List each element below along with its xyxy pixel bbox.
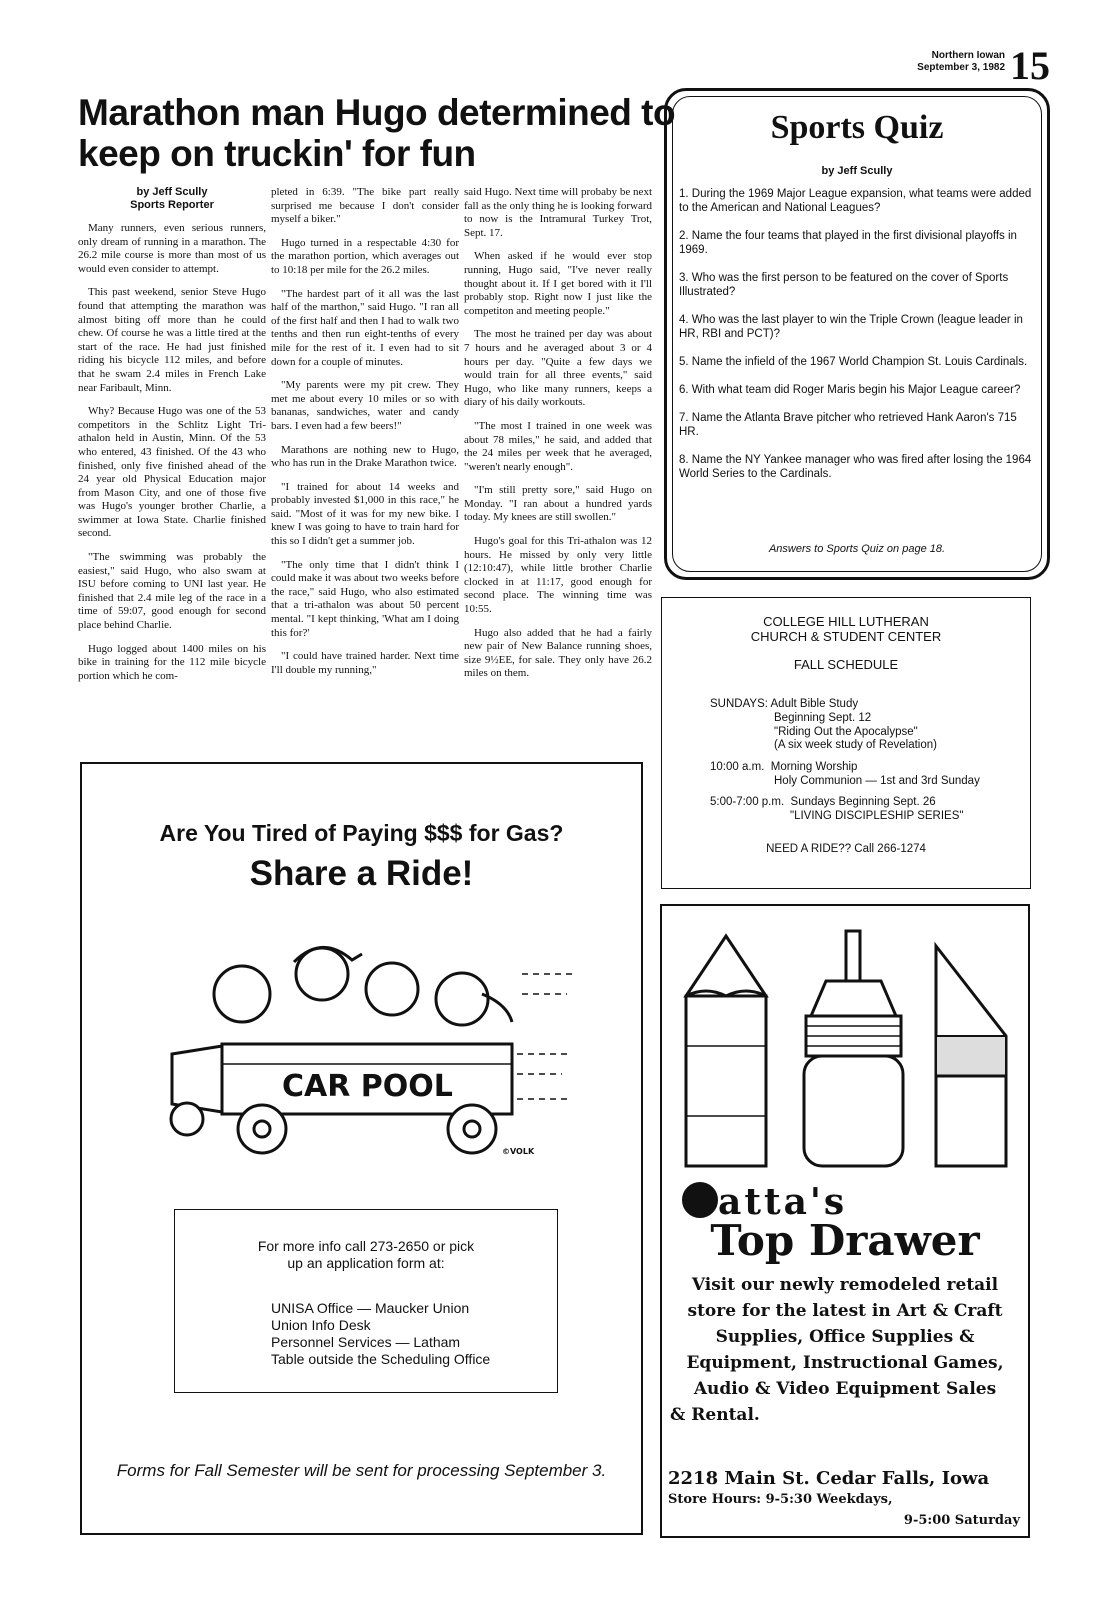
morning-line: Holy Communion — 1st and 3rd Sunday	[774, 775, 980, 787]
sundays-line: Adult Bible Study	[770, 698, 859, 710]
quiz-question: 7. Name the Atlanta Brave pitcher who retrieved Hank Aaron's 715 HR.	[679, 412, 1017, 438]
sundays-line: "Riding Out the Apocalypse"	[774, 725, 918, 738]
byline-role: Sports Reporter	[130, 199, 214, 211]
desc-line: Audio & Video Equipment Sales	[693, 1379, 997, 1399]
masthead	[900, 43, 1060, 88]
morning-line: Morning Worship	[770, 761, 858, 773]
paragraph: The most he trained per day was about 7 hours and he averaged about 3 or 4 hours per day. "Quite a few days we would train for all three events," said Hugo, who like many runners, keeps a diary of his daily workouts.	[464, 328, 652, 409]
article-column-3	[464, 186, 652, 691]
locations-list	[271, 1300, 490, 1368]
sundays-label: SUNDAYS:	[710, 698, 768, 710]
brand-text: atta's	[718, 1181, 848, 1223]
sundays-block	[710, 698, 858, 712]
quiz-question: 8. Name the NY Yankee manager who was fired after losing the 1964 World Series to the Cardinals.	[679, 454, 1032, 480]
quiz-question: 1. During the 1969 Major League expansion, what teams were added to the American and National Leagues?	[679, 188, 1032, 214]
evening-line: "LIVING DISCIPLESHIP SERIES"	[790, 810, 964, 822]
paragraph: Marathons are nothing new to Hugo, who has run in the Drake Marathon twice.	[271, 443, 459, 470]
cartoon-credit: ©VOLK	[502, 1147, 535, 1156]
quiz-byline: by Jeff Scully	[821, 165, 893, 177]
quiz-question: 4. Who was the last player to win the Triple Crown (league leader in HR, RBI and PCT)?	[679, 314, 1023, 340]
church-schedule-heading: FALL SCHEDULE	[793, 657, 899, 672]
evening-line: Sundays Beginning Sept. 26	[790, 796, 936, 808]
paragraph: "I trained for about 14 weeks and probably invested $1,000 in this race," he said. "Most of it was for my new bike. I knew I was going to have to train hard for this so I didn't get a summer job.	[271, 480, 459, 548]
top-drawer-title: Top Drawer	[710, 1216, 980, 1265]
paragraph: Many runners, even serious runners, only dream of running in a marathon. The 26.2 mile course is more than most of us would even consider to attempt.	[78, 222, 266, 275]
paragraph: "I could have trained harder. Next time I'll double my running,"	[271, 650, 459, 676]
location-item: Personnel Services — Latham	[271, 1334, 461, 1350]
desc-line: store for the latest in Art & Craft	[687, 1301, 1003, 1321]
carpool-cartoon-icon	[162, 934, 582, 1164]
location-item: UNISA Office — Maucker Union	[271, 1300, 470, 1316]
byline-author: by Jeff Scully	[136, 186, 208, 198]
quiz-question: 3. Who was the first person to be featured on the cover of Sports Illustrated?	[679, 272, 1009, 298]
store-address: 2218 Main St. Cedar Falls, Iowa	[668, 1468, 990, 1489]
rideshare-ad	[80, 762, 643, 1535]
morning-time: 10:00 a.m.	[710, 761, 765, 773]
location-item: Union Info Desk	[271, 1317, 371, 1333]
paragraph: pleted in 6:39. "The bike part really surprised me because I don't consider myself a biker."	[271, 186, 459, 226]
store-hours-saturday: 9-5:00 Saturday	[903, 1513, 1020, 1528]
paragraph: Why? Because Hugo was one of the 53 competitors in the Schlitz Light Tri-athalon held in Austin, Minn. Of the 53 who entered, 43 finished. Of the 43 who finished, only five finished ahead of the 24 year old Physical Education major from Mason City, and one of those five was Hugo's younger brother Charlie, a swimmer at Iowa State. Charlie finished second.	[78, 405, 266, 540]
evening-time: 5:00-7:00 p.m.	[710, 796, 785, 808]
publication-name: Northern Iowan	[931, 50, 1005, 61]
church-ride-phone: NEED A RIDE?? Call 266-1274	[766, 843, 926, 855]
paragraph: Hugo logged about 1400 miles on his bike in training for the 112 mile bicycle portion which he com-	[78, 642, 266, 682]
paragraph: "The swimming was probably the easiest," said Hugo, who also swam at ISU before coming to UNI last year. He finished that 2.4 mile leg of the race in a time of 59:07, good enough for second place behind Charlie.	[78, 551, 266, 632]
paragraph: "The hardest part of it all was the last half of the marthon," said Hugo. "I ran all of the first half and then I had to walk two tenths and then run eight-tenths of every mile for the rest of it. I even had to sit down for a couple of minutes.	[271, 287, 459, 368]
paragraph: Hugo also added that he had a fairly new pair of New Balance running shoes, size 9½EE, for sale. They only have 26.2 miles on them.	[464, 626, 652, 680]
desc-line: Visit our newly remodeled retail	[691, 1275, 999, 1295]
church-name-line-2: CHURCH & STUDENT CENTER	[750, 629, 942, 644]
forms-note: Forms for Fall Semester will be sent for processing September 3.	[116, 1461, 607, 1480]
paragraph: This past weekend, senior Steve Hugo found that attempting the marathon was almost biting off more than he could chew. Of course he was a little tired at the start of the race. He had just finished riding his bicycle 112 miles, and before that he swam 2.4 miles in French Lake near Faribault, Minn.	[78, 286, 266, 394]
desc-line: Equipment, Instructional Games,	[686, 1353, 1004, 1373]
church-name-line-1: COLLEGE HILL LUTHERAN	[763, 614, 929, 629]
top-drawer-description	[664, 1272, 1026, 1428]
rideshare-info-box	[174, 1209, 558, 1393]
location-item: Table outside the Scheduling Office	[271, 1351, 491, 1367]
quiz-question: 5. Name the infield of the 1967 World Champion St. Louis Cardinals.	[679, 356, 1028, 368]
art-supplies-illustration-icon	[676, 926, 1016, 1176]
sundays-line: Beginning Sept. 12	[774, 712, 872, 724]
rideshare-slogan: Share a Ride!	[249, 854, 474, 893]
paragraph: Hugo turned in a respectable 4:30 for the marathon portion, which averages out to 10:18 per mile for the 26.2 miles.	[271, 236, 459, 276]
globe-logo-icon	[682, 1182, 718, 1218]
desc-line: Supplies, Office Supplies &	[715, 1327, 975, 1347]
desc-line: & Rental.	[670, 1405, 760, 1425]
article-column-2	[271, 186, 459, 687]
article-byline	[78, 186, 266, 212]
paragraph: "The only time that I didn't think I could make it was about two weeks before the race," said Hugo, who also estimated that a tri-athalon was about 50 percent mental. "I kept thinking, 'What am I doing this for?'	[271, 558, 459, 639]
page-number: 15	[1010, 43, 1050, 88]
quiz-answers-note: Answers to Sports Quiz on page 18.	[768, 543, 946, 555]
paragraph: "The most I trained in one week was about 78 miles," he said, and added that the 24 miles per week that he averaged, "weren't nearly enough".	[464, 419, 652, 473]
car-pool-label: CAR POOL	[282, 1069, 453, 1104]
sundays-line: (A six week study of Revelation)	[774, 739, 937, 751]
church-ad	[661, 597, 1031, 889]
quiz-questions	[679, 187, 1037, 495]
publication-date: September 3, 1982	[917, 62, 1005, 73]
quiz-question: 6. With what team did Roger Maris begin his Major League career?	[679, 384, 1021, 396]
paragraph: said Hugo. Next time will probaby be next fall as the only thing he is looking forward to now is the Intramural Turkey Trot, Sept. 17.	[464, 186, 652, 239]
paragraph: When asked if he would ever stop running, Hugo said, "I've never really thought about it. If I get bored with it I'll probably stop. Right now I just like the competiton and meeting people."	[464, 250, 652, 317]
store-hours: Store Hours: 9-5:30 Weekdays,	[668, 1492, 893, 1507]
headline: Marathon man Hugo determined to keep on truckin' for fun	[78, 92, 676, 174]
top-drawer-ad	[660, 904, 1030, 1538]
sports-quiz-box	[664, 88, 1050, 580]
quiz-question: 2. Name the four teams that played in the first divisional playoffs in 1969.	[679, 230, 1017, 256]
paragraph: "My parents were my pit crew. They met me about every 10 miles or so with bananas, sandwiches, water and candy bars. I even had a few beers!"	[271, 379, 459, 432]
article-column-1	[78, 186, 266, 693]
paragraph: Hugo's goal for this Tri-athalon was 12 hours. He missed by only very little (12:10:47), while little brother Charlie clocked in at 11:17, good enough for second place. The winning time was 10:55.	[464, 535, 652, 616]
info-line: For more info call 273-2650 or pick	[257, 1238, 475, 1254]
rideshare-question: Are You Tired of Paying $$$ for Gas?	[159, 820, 564, 846]
info-line: up an application form at:	[287, 1255, 445, 1271]
quiz-title: Sports Quiz	[770, 109, 944, 146]
evening-block	[710, 796, 936, 810]
morning-block	[710, 761, 857, 775]
paragraph: "I'm still pretty sore," said Hugo on Monday. "I ran about a hundred yards today. My knees are still swollen."	[464, 484, 652, 524]
